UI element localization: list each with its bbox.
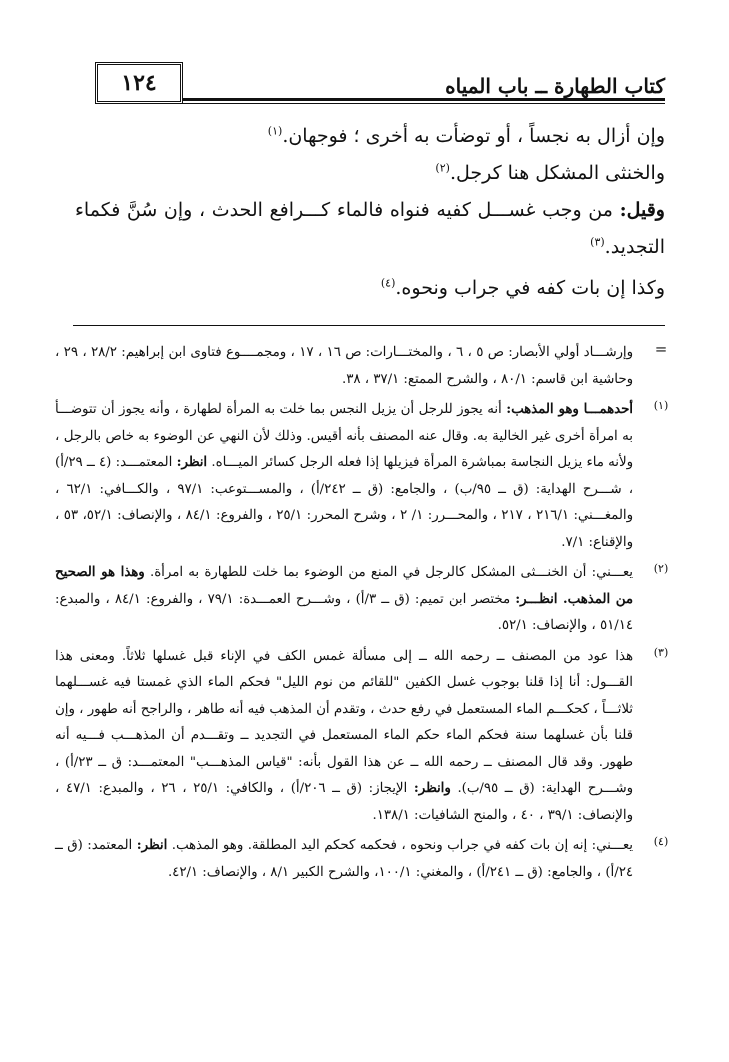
footnote-continuation-text: وإرشـــاد أولي الأبصار: ص ٥ ، ٦ ، والمختـــارات: ص ١٦ ، ١٧ ، ومجمــــوع فتاوى ابن إبراهيم: ٢٨/٢ ، ٢٩ ، وحاشية ابن قاسم: ٨٠/١ ، والشرح الممتع: ٣٧/١ ، ٣٨. xyxy=(55,345,633,387)
footnote-4-body: يعـــني: إنه إن بات كفه في جراب ونحوه ، فحكمه كحكم اليد المطلقة. وهو المذهب. xyxy=(167,838,633,853)
main-line-1 xyxy=(75,118,665,155)
footnote-2-body: يعـــني: أن الخنـــثى المشكل كالرجل في المنع من الوضوء بما خلت للطهارة به امرأة. xyxy=(144,565,633,580)
footnote-ref-4[interactable]: (٤) xyxy=(380,276,396,290)
footnote-1-see: انظر: xyxy=(176,455,208,470)
footnote-1-refs: المعتمـــد: (٤ ــ ٢٩/أ) ، شـــرح الهداية: (ق ــ ٩٥/ب) ، والجامع: (ق ــ ٢٤٢/أ) ، والمســـتوعب: ٩٧/١ ، والكـــافي: ٦٢/١ ، والمغـــني: ٢١٦/١ ، ٢١٧ ، والمحـــرر: ١/ ٢ ، وشرح المحرر: ٢٥/١ ، والفروع: ٨٤/١ ، والإنصاف: ٥٢/١، ٥٣ ، والإقناع: ٧/١. xyxy=(55,455,634,550)
footnote-3-number: (٣) xyxy=(653,645,669,659)
footnote-ref-1[interactable]: (١) xyxy=(267,124,283,138)
main-line-2 xyxy=(75,155,665,192)
main-line-1-text: وإن أزال به نجساً ، أو توضأت به أخرى ؛ فوجهان. xyxy=(282,125,665,147)
footnote-1-body: أنه يجوز للرجل أن يزيل النجس بما خلت به المرأة لطهارة ، وأنه يجوز أن تتوضـــأ به امرأة أخرى غير الخالية به. وقال عنه المصنف بأنه أقيس. وذلك لأن النهي عن الوضوء به خاص بالرجل ، ولأنه ماء يزيل النجاسة بمباشرة المرأة فيزيلها إذا فعله الرجل كسائر الميـــاه. xyxy=(55,402,633,470)
page-number-box xyxy=(95,62,183,104)
footnote-2-number: (٢) xyxy=(653,562,669,575)
main-text xyxy=(75,118,665,307)
footnote-4 xyxy=(55,833,671,886)
footnote-3-refs: الإيجاز: (ق ــ ٢٠٦/أ) ، والكافي: ٢٥/١ ، ٢٦ ، والمبدع: ٤٧/١ ، والإنصاف: ٣٩/١ ، ٤٠ ، والمنح الشافيات: ١٣٨/١. xyxy=(55,781,633,823)
page-header xyxy=(95,60,665,108)
footnote-1-text xyxy=(55,397,633,556)
footnote-2-text xyxy=(55,560,633,640)
main-line-3-text: من وجب غســـل كفيه فنواه فالماء كـــرافع الحدث ، وإن سُنَّ فكماء التجديد. xyxy=(75,199,665,258)
footnote-4-number: (٤) xyxy=(653,835,669,848)
footnote-4-text xyxy=(55,833,633,886)
main-line-4-text: وكذا إن بات كفه في جراب ونحوه. xyxy=(395,277,665,299)
footnote-2-lead: وهذا هو الصحيح من المذهب. انظـــر: xyxy=(55,565,633,607)
footnote-1-lead: أحدهمـــا وهو المذهب: xyxy=(506,402,633,417)
footnote-1-number: (١) xyxy=(653,399,669,412)
footnote-3 xyxy=(55,644,671,830)
main-line-4 xyxy=(75,270,665,307)
footnote-3-body: هذا عود من المصنف ــ رحمه الله ــ إلى مسألة غمس الكف في الإناء قبل غسلها ثلاثاً. ومعنى هذا القـــول: أنا إذا قلنا بوجوب غسل الكفين "للقائم من نوم الليل" فحكم الماء الذي غمستا فيه غســـلهما ثلاثـــاً ، كحكـــم الماء المستعمل في رفع حدث ، وتقدم أن المذهب فيه أنه طاهر ، والراجح أنه طهور ، وإن قلنا بأن غسلهما سنة فحكم الماء حكم الماء المستعمل في التجديد ــ وتقـــدم أن المذهـــب فـــيه أنه طهور. وقد قال المصنف ــ رحمه الله ــ عن هذا القول بأنه: "قياس المذهـــب" المعتمـــد: ق ــ ٢٣/أ) ، وشـــرح الهداية: (ق ــ ٩٥/ب). xyxy=(55,648,633,796)
page-number: ١٢٤ xyxy=(121,70,157,96)
footnote-ref-3[interactable]: (٣) xyxy=(590,235,605,249)
footnote-4-refs: المعتمد: (ق ــ ٢٤/أ) ، والجامع: (ق ــ ٢٤١/أ) ، والمغني: ١٠٠/١، والشرح الكبير ٨/١ ، والإنصاف: ٤٢/١. xyxy=(55,838,633,880)
continuation-marker: = xyxy=(654,340,668,358)
footnote-3-text xyxy=(55,644,633,830)
footnote-continuation xyxy=(55,340,671,393)
footnote-2-refs: مختصر ابن تميم: (ق ــ ٣/أ) ، وشـــرح العمـــدة: ٧٩/١ ، والفروع: ٨٤/١ ، والمبدع: ٥١/١٤ ، والإنصاف: ٥٢/١. xyxy=(55,591,633,633)
footnote-1 xyxy=(55,397,671,556)
footnote-4-see: انظر: xyxy=(136,838,168,853)
main-line-2-text: والخنثى المشكل هنا كرجل. xyxy=(449,162,665,184)
running-title: كتاب الطهارة ــ باب المياه xyxy=(445,74,665,98)
footnote-separator xyxy=(73,325,665,326)
footnotes xyxy=(55,340,671,890)
footnote-2 xyxy=(55,560,671,640)
main-line-3 xyxy=(75,192,665,266)
qila-label: وقيل: xyxy=(619,199,665,221)
footnote-3-see: وانظر: xyxy=(413,781,451,796)
footnote-ref-2[interactable]: (٢) xyxy=(435,161,450,175)
